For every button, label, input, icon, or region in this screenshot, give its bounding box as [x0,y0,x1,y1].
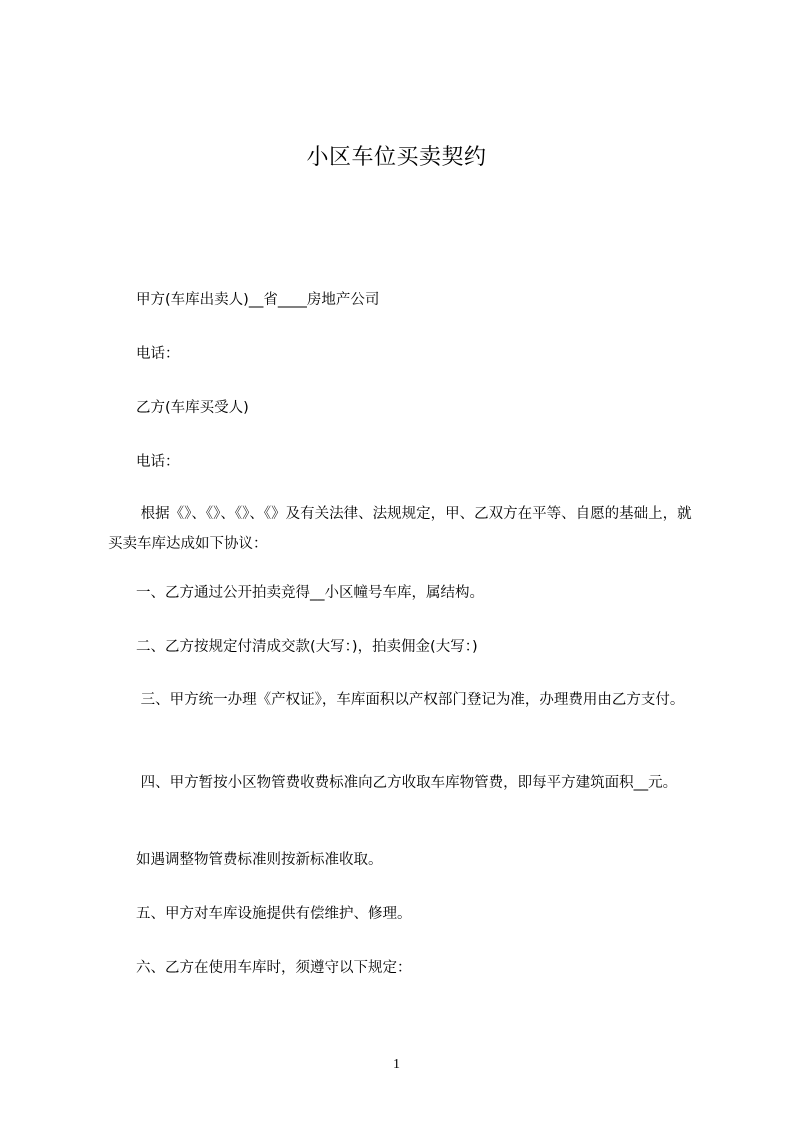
party-b-phone: 电话： [136,454,180,470]
clause-5: 五、甲方对车库设施提供有偿维护、修理。 [136,906,412,922]
document-title: 小区车位买卖契约 [306,145,487,170]
preamble-paragraph: 根据《》、《》、《》、《》及有关法律、法规规定，甲、乙双方在平等、自愿的基础上，就买卖车库达成如下协议： [108,506,692,552]
party-a-line: 甲方(车库出卖人)__省____房地产公司 [136,292,380,308]
clause-4-note: 如遇调整物管费标准则按新标准收取。 [136,852,383,868]
clause-3: 三、甲方统一办理《产权证》，车库面积以产权部门登记为准，办理费用由乙方支付。 [136,692,685,708]
party-b-line: 乙方(车库买受人) [136,400,249,416]
clause-6: 六、乙方在使用车库时，须遵守以下规定： [136,960,412,976]
clause-2: 二、乙方按规定付清成交款(大写：)，拍卖佣金(大写：) [136,639,478,655]
clause-1: 一、乙方通过公开拍卖竞得__小区幢号车库，属结构。 [136,585,484,601]
page-number: 1 [393,1057,400,1072]
clause-4: 四、甲方暂按小区物管费收费标准向乙方收取车库物管费，即每平方建筑面积__元。 [136,775,678,791]
party-a-phone: 电话： [136,346,180,362]
